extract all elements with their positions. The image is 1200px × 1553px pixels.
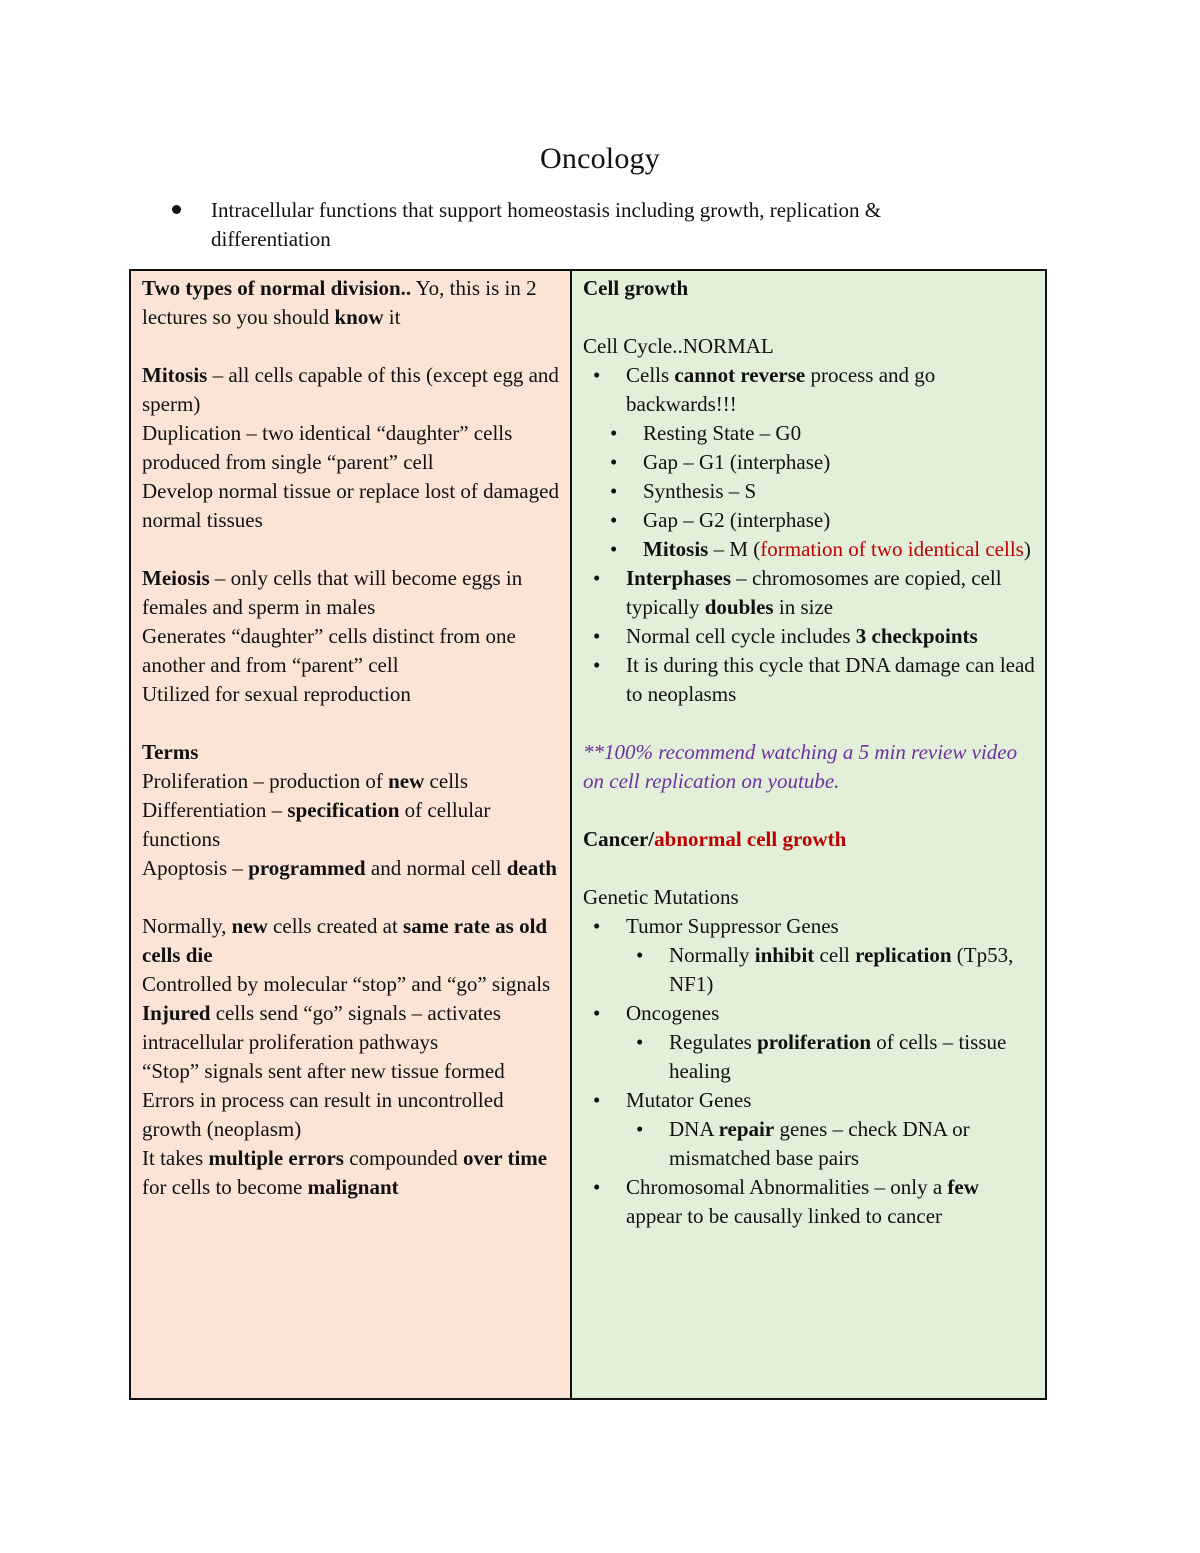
meiosis-utilized: Utilized for sexual reproduction [142,682,411,706]
list-item: • Gap – G2 (interphase) [583,506,1035,535]
cell-cycle-list [583,361,1035,709]
list-item: • It is during this cycle that DNA damage can lead to neoplasms [583,651,1035,709]
list-item: • Synthesis – S [583,477,1035,506]
term-differentiation: Differentiation – specification of cellular functions [142,798,491,851]
list-item: • Cells cannot reverse process and go backwards!!! [583,361,1035,419]
list-item: • Oncogenes [583,999,1035,1028]
terms-heading: Terms [142,740,199,764]
list-item: • DNA repair genes – check DNA or mismatched base pairs [583,1115,1035,1173]
cancer-heading: Cancer/abnormal cell growth [583,827,847,851]
meiosis-line: Meiosis – only cells that will become eggs in females and sperm in males [142,566,523,619]
genetic-heading: Genetic Mutations [583,885,739,909]
division-intro: Two types of normal division.. Yo, this is in 2 lectures so you should know it [142,276,537,329]
mutations-list [583,912,1035,1231]
intro-text: Intracellular functions that support homeostasis including growth, replication & differentiation [211,198,882,251]
mitosis-line: Mitosis – all cells capable of this (except egg and sperm) [142,363,559,416]
list-item: • Chromosomal Abnormalities – only a few appear to be causally linked to cancer [583,1173,1035,1231]
bullet-icon [172,205,181,214]
injured-line: Injured cells send “go” signals – activates intracellular proliferation pathways [142,1001,501,1054]
errors-line: Errors in process can result in uncontrolled growth (neoplasm) [142,1088,504,1141]
list-item: • Mutator Genes [583,1086,1035,1115]
meiosis-generates: Generates “daughter” cells distinct from one another and from “parent” cell [142,624,516,677]
list-item: • Interphases – chromosomes are copied, cell typically doubles in size [583,564,1035,622]
term-apoptosis: Apoptosis – programmed and normal cell death [142,856,557,880]
left-column [131,271,572,1398]
list-item: • Regulates proliferation of cells – tissue healing [583,1028,1035,1086]
controlled-line: Controlled by molecular “stop” and “go” signals [142,972,551,996]
mitosis-duplication: Duplication – two identical “daughter” cells produced from single “parent” cell [142,421,513,474]
page-title: Oncology [540,142,660,175]
term-proliferation: Proliferation – production of new cells [142,769,469,793]
list-item: • Normally inhibit cell replication (Tp53, NF1) [583,941,1035,999]
takes-line: It takes multiple errors compounded over time for cells to become malignant [142,1146,548,1199]
right-column [572,271,1045,1398]
list-item: • Tumor Suppressor Genes [583,912,1035,941]
list-item: • Gap – G1 (interphase) [583,448,1035,477]
mitosis-develop: Develop normal tissue or replace lost of damaged normal tissues [142,479,559,532]
cell-growth-heading: Cell growth [583,276,689,300]
list-item: • Mitosis – M (formation of two identical cells) [583,535,1035,564]
list-item: • Resting State – G0 [583,419,1035,448]
normally-line: Normally, new cells created at same rate as old cells die [142,914,548,967]
notes-table [129,269,1047,1400]
stop-line: “Stop” signals sent after new tissue formed [142,1059,505,1083]
cell-cycle-heading: Cell Cycle..NORMAL [583,334,774,358]
intro-bullet [172,196,1002,254]
recommend-note: **100% recommend watching a 5 min review video on cell replication on youtube. [583,740,1018,793]
list-item: • Normal cell cycle includes 3 checkpoints [583,622,1035,651]
